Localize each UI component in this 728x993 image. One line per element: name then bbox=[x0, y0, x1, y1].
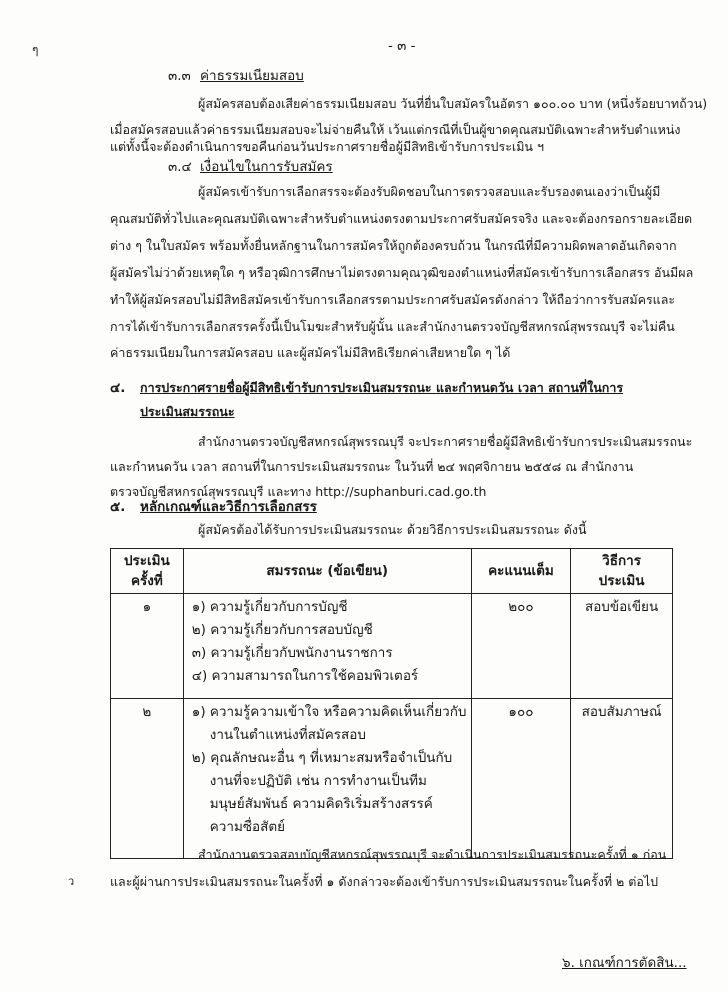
section-3-3-line: ผู้สมัครสอบต้องเสียค่าธรรมเนียมสอบ วันที่ยื่นใบสมัครในอัตรา ๑๐๐.๐๐ บาท (หนึ่งร้อยบาทถ้วน) bbox=[198, 96, 708, 111]
section-3-4-line: การได้เข้ารับการเลือกสรรครั้งนี้เป็นโมฆะสำหรับผู้นั้น และสำนักงานตรวจบัญชีสหกรณ์สุพรรณบุรี จะไม่คืน bbox=[110, 319, 675, 334]
section-3-4-number: ๓.๔ bbox=[168, 159, 192, 175]
competency-item: ความซื่อสัตย์ bbox=[209, 819, 286, 835]
table-header-row bbox=[111, 549, 673, 594]
competency-cell bbox=[183, 699, 471, 859]
section-3-4-line: ต่าง ๆ ในใบสมัคร พร้อมทั้งยื่นหลักฐานในการสมัครให้ถูกต้องครบถ้วน ในกรณีที่มีความผิดพลาดอันเกิดจาก bbox=[110, 238, 677, 253]
section-3-4-line: คุณสมบัติทั่วไปและคุณสมบัติเฉพาะสำหรับตำแหน่งตรงตามประกาศรับสมัครจริง และจะต้องกรอกรายละเอียด bbox=[110, 211, 693, 226]
score-cell: ๑๐๐ bbox=[471, 699, 570, 859]
score-cell: ๒๐๐ bbox=[471, 594, 570, 699]
table-row bbox=[111, 594, 673, 699]
header-method: วิธีการ ประเมิน bbox=[571, 549, 673, 594]
section-5-number: ๕. bbox=[110, 499, 126, 515]
competency-item: ๑) ความรู้ความเข้าใจ หรือความคิดเห็นเกี่ยวกับ bbox=[191, 704, 467, 720]
header-competency: สมรรถนะ (ข้อเขียน) bbox=[183, 549, 471, 594]
section-5-title: หลักเกณฑ์และวิธีการเลือกสรร bbox=[140, 499, 317, 515]
section-4-line: สำนักงานตรวจบัญชีสหกรณ์สุพรรณบุรี จะประกาศรายชื่อผู้มีสิทธิเข้ารับการประเมินสมรรถนะ bbox=[198, 434, 693, 449]
competency-item: ๑) ความรู้เกี่ยวกับการบัญชี bbox=[191, 599, 348, 615]
section-3-4-line: ค่าธรรมเนียมในการสมัครสอบ และผู้สมัครไม่มีสิทธิเรียกค่าเสียหายใด ๆ ได้ bbox=[110, 345, 511, 360]
section-3-4-line: ทำให้ผู้สมัครสอบไม่มีสิทธิสมัครเข้ารับการเลือกสรรตามประกาศรับสมัครดังกล่าว ให้ถือว่าการรับสมัครและ bbox=[110, 292, 676, 307]
header-round: ประเมิน ครั้งที่ bbox=[111, 549, 184, 594]
section-4-number: ๔. bbox=[110, 380, 126, 396]
competency-item: ๓) ความรู้เกี่ยวกับพนักงานราชการ bbox=[191, 645, 393, 661]
section-4-title: การประกาศรายชื่อผู้มีสิทธิเข้ารับการประเมินสมรรถนะ และกำหนดวัน เวลา สถานที่ในการ bbox=[140, 380, 624, 395]
section-4-line: และกำหนดวัน เวลา สถานที่ในการประเมินสมรรถนะ ในวันที่ ๒๔ พฤศจิกายน ๒๕๕๘ ณ สำนักงาน bbox=[110, 459, 634, 474]
page-number: - ๓ - bbox=[388, 38, 416, 54]
method-cell: สอบข้อเขียน bbox=[571, 594, 673, 699]
margin-mark: ๆ bbox=[32, 43, 39, 57]
section-3-3-line: เมื่อสมัครสอบแล้วค่าธรรมเนียมสอบจะไม่จ่ายคืนให้ เว้นแต่กรณีที่เป็นผู้ขาดคุณสมบัติเฉพาะสำหรับตำแหน่ง bbox=[110, 122, 681, 137]
competency-item: มนุษย์สัมพันธ์ ความคิดริเริ่มสร้างสรรค์ bbox=[209, 796, 433, 812]
competency-item: งานที่จะปฏิบัติ เช่น การทำงานเป็นทีม bbox=[209, 773, 427, 789]
table-row bbox=[111, 699, 673, 859]
section-4-line: ตรวจบัญชีสหกรณ์สุพรรณบุรี และทาง http://suphanburi.cad.go.th bbox=[110, 484, 487, 499]
closing-line: สำนักงานตรวจสอบบัญชีสหกรณ์สุพรรณบุรี จะดำเนินการประเมินสมรรถนะครั้งที่ ๑ ก่อน bbox=[198, 847, 667, 862]
competency-item: งานในตำแหน่งที่สมัครสอบ bbox=[209, 727, 366, 743]
competency-table bbox=[110, 548, 673, 859]
section-3-4-title: เงื่อนไขในการรับสมัคร bbox=[200, 159, 333, 175]
competency-item: ๒) คุณลักษณะอื่น ๆ ที่เหมาะสมหรือจำเป็นกับ bbox=[191, 750, 453, 766]
next-section-hint: ๖. เกณฑ์การตัดสิน... bbox=[562, 955, 687, 971]
margin-mark: ว bbox=[68, 875, 75, 888]
section-3-4-line: ผู้สมัครไม่ว่าด้วยเหตุใด ๆ หรือวุฒิการศึกษาไม่ตรงตามคุณวุฒิของตำแหน่งที่สมัครเข้ารับการเลือกสรร อันมีผล bbox=[110, 265, 694, 280]
header-score: คะแนนเต็ม bbox=[471, 549, 570, 594]
competency-cell bbox=[183, 594, 471, 699]
section-4-title-continued: ประเมินสมรรถนะ bbox=[140, 404, 235, 419]
section-3-3-number: ๓.๓ bbox=[168, 68, 191, 84]
round-cell: ๑ bbox=[111, 594, 184, 699]
competency-item: ๔) ความสามารถในการใช้คอมพิวเตอร์ bbox=[191, 668, 419, 684]
section-3-3-line: แต่ทั้งนี้จะต้องดำเนินการขอคืนก่อนวันประกาศรายชื่อผู้มีสิทธิเข้ารับการประเมิน ฯ bbox=[110, 139, 544, 154]
section-3-3-title: ค่าธรรมเนียมสอบ bbox=[200, 68, 304, 84]
competency-item: ๒) ความรู้เกี่ยวกับการสอบบัญชี bbox=[191, 622, 373, 638]
closing-line: และผู้ผ่านการประเมินสมรรถนะในครั้งที่ ๑ ดังกล่าวจะต้องเข้ารับการประเมินสมรรถนะในครั้งที่ ๒ ต่อไป bbox=[110, 874, 659, 889]
round-cell: ๒ bbox=[111, 699, 184, 859]
method-cell: สอบสัมภาษณ์ bbox=[571, 699, 673, 859]
section-5-intro: ผู้สมัครต้องได้รับการประเมินสมรรถนะ ด้วยวิธีการประเมินสมรรถนะ ดังนี้ bbox=[198, 522, 587, 537]
section-3-4-line: ผู้สมัครเข้ารับการเลือกสรรจะต้องรับผิดชอบในการตรวจสอบและรับรองตนเองว่าเป็นผู้มี bbox=[198, 184, 661, 199]
